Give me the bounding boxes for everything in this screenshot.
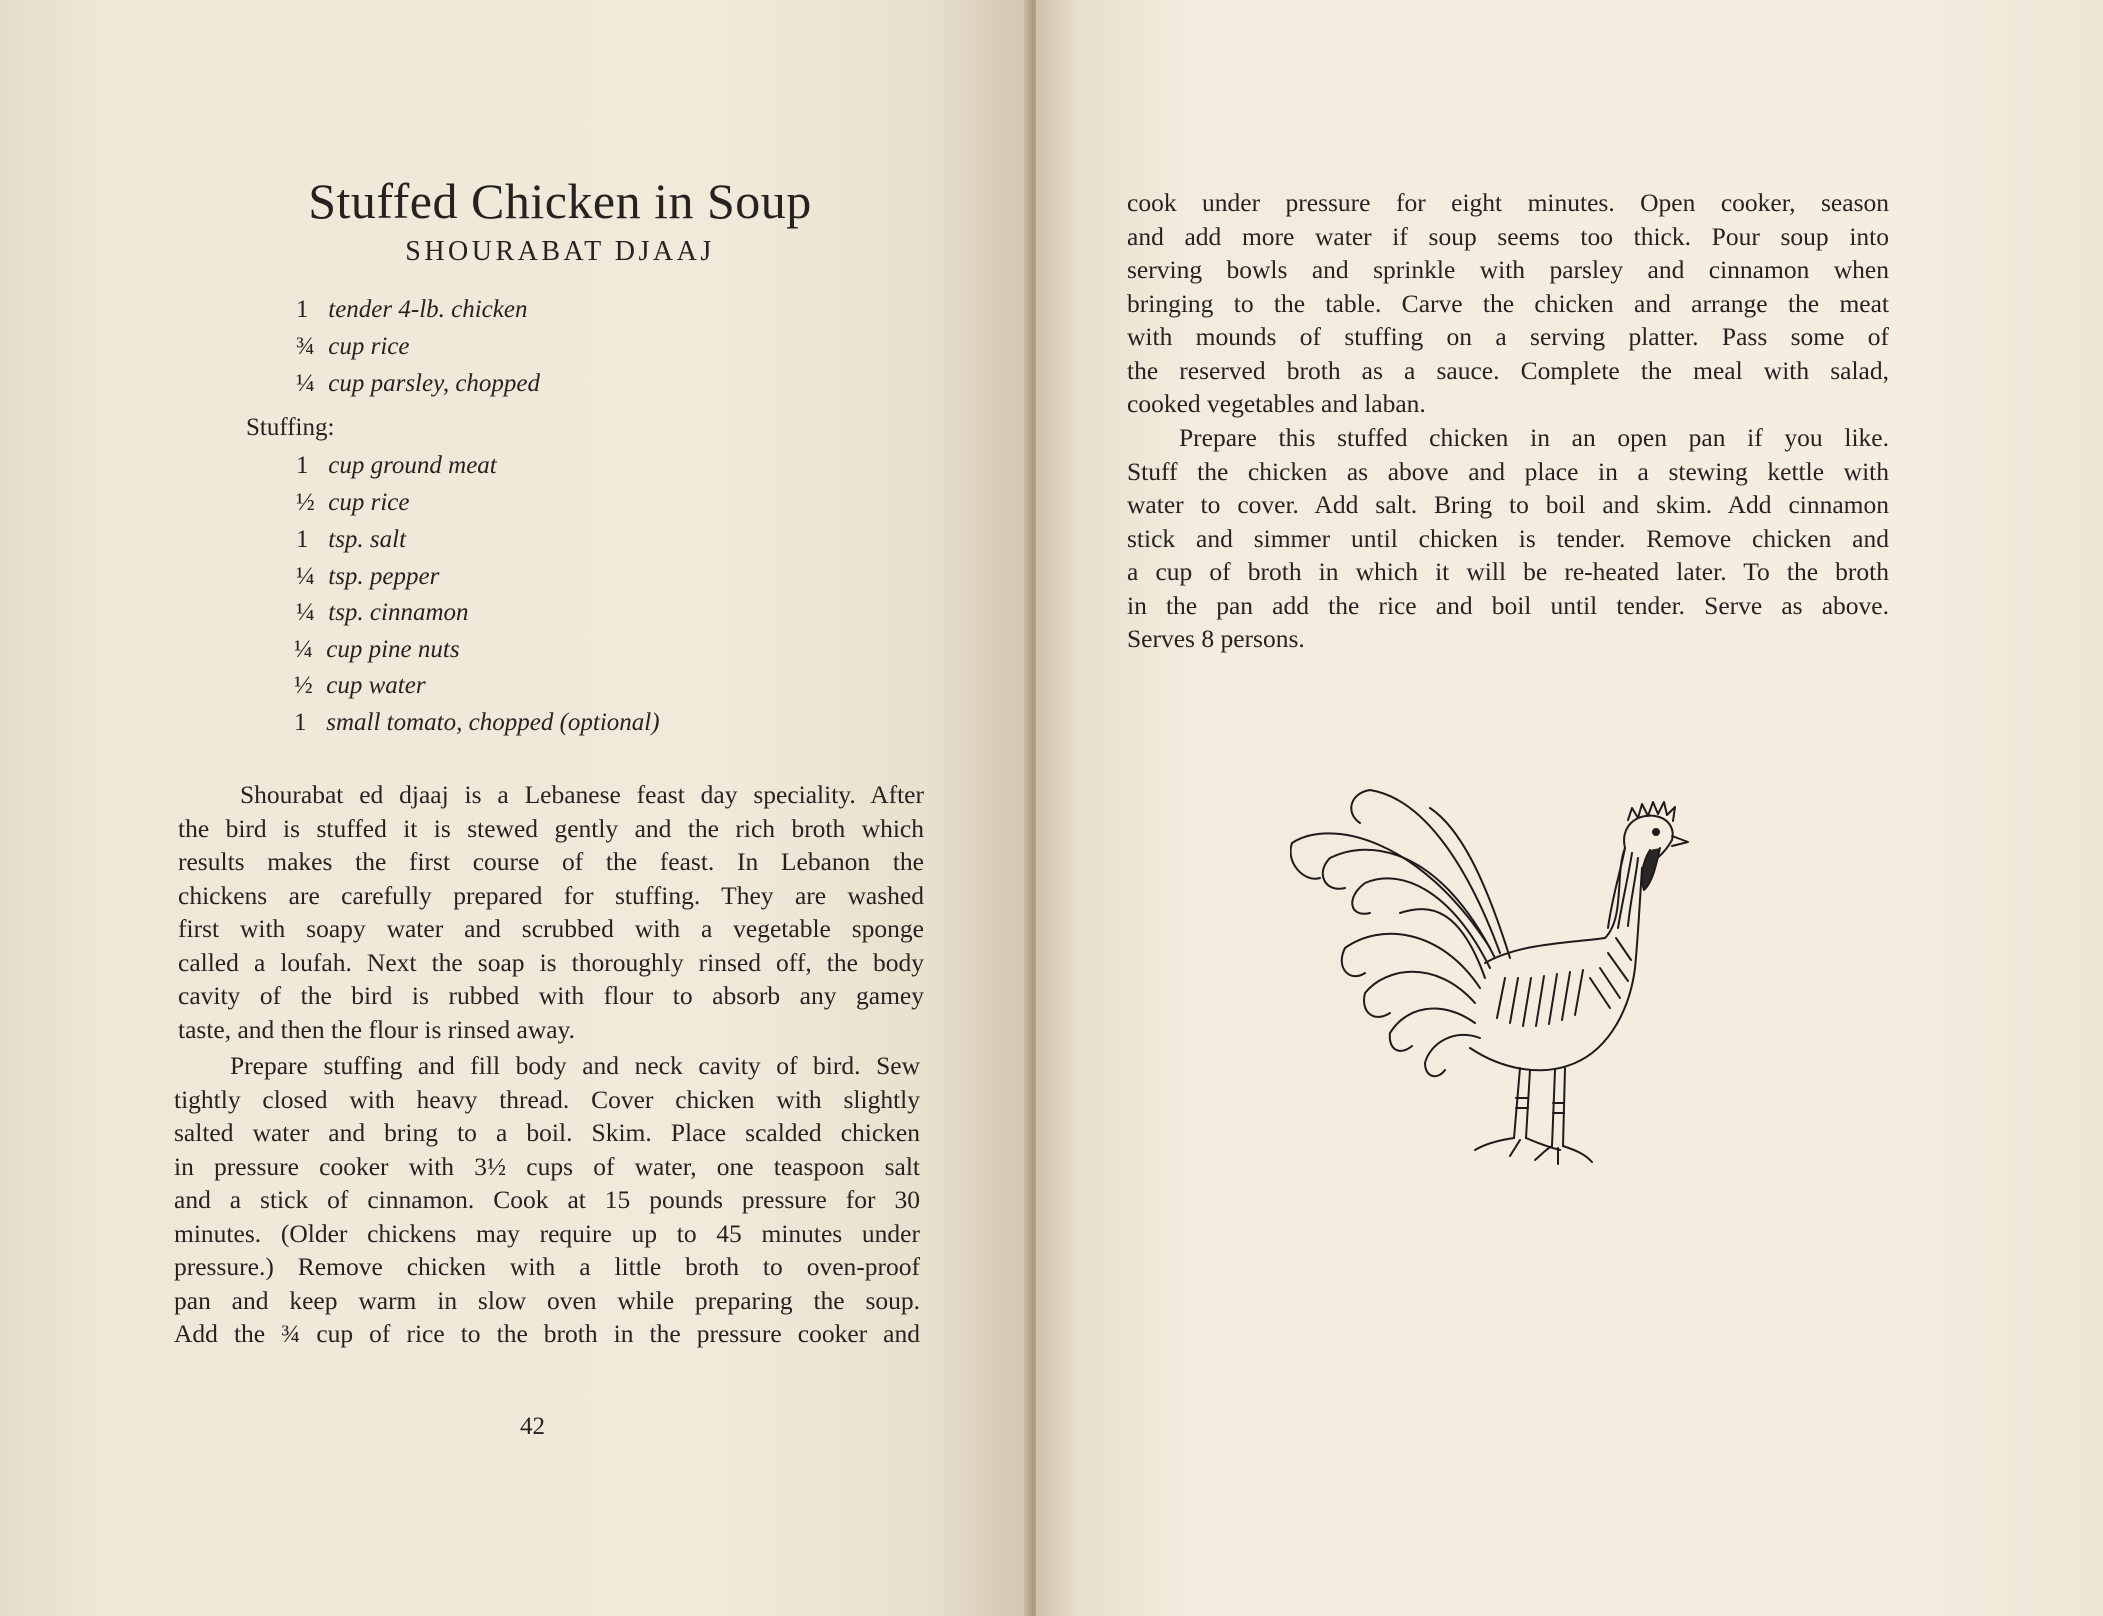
ingredient-item: ¼ cup parsley, chopped	[296, 370, 541, 397]
left-page	[0, 0, 1030, 1616]
stuffing-item: ½ cup water	[294, 672, 426, 699]
stuffing-item: ½ cup rice	[296, 489, 410, 516]
recipe-title: Stuffed Chicken in Soup	[308, 173, 812, 229]
continued-paragraph: cook under pressure for eight minutes. Open cooker, season and add more water if soup seems too thick. Pour soup into serving bowls and sprinkle with parsley and cinnamon when bringing to the table. Carve the chicken and arrange the meat with mounds of stuffing on a serving platter. Pass some of the reserved broth as a sauce. Complete the meal with salad, cooked vegetables and laban.	[1127, 188, 1889, 418]
page-number: 42	[520, 1413, 545, 1440]
stuffing-label: Stuffing:	[246, 414, 335, 441]
open-pan-paragraph: Prepare this stuffed chicken in an open pan if you like. Stuff the chicken as above and place in a stewing kettle with water to cover. Add salt. Bring to boil and skim. Add cinnamon stick and simmer until chicken is tender. Remove chicken and a cup of broth in which it will be re-heated later. To the broth in the pan add the rice and boil until tender. Serve as above. Serves 8 persons.	[1127, 423, 1889, 653]
ingredient-item: ¾ cup rice	[296, 333, 410, 360]
ingredient-item: 1 tender 4-lb. chicken	[296, 296, 528, 323]
stuffing-item: ¼ cup pine nuts	[294, 636, 460, 663]
stuffing-item: 1 tsp. salt	[296, 526, 407, 553]
stuffing-item: ¼ tsp. pepper	[296, 563, 440, 590]
intro-paragraph: Shourabat ed djaaj is a Lebanese feast day speciality. After the bird is stuffed it is stewed gently and the rich broth which results makes the first course of the feast. In Lebanon the chickens are carefully prepared for stuffing. They are washed first with soapy water and scrubbed with a vegetable sponge called a loufah. Next the soap is thoroughly rinsed off, the body cavity of the bird is rubbed with flour to absorb any gamey taste, and then the flour is rinsed away.	[178, 780, 924, 1044]
rooster-illustration	[1290, 778, 1690, 1188]
stuffing-item: ¼ tsp. cinnamon	[296, 599, 469, 626]
recipe-subtitle: SHOURABAT DJAAJ	[405, 236, 715, 267]
stuffing-item: 1 small tomato, chopped (optional)	[294, 709, 660, 736]
stuffing-item: 1 cup ground meat	[296, 452, 497, 479]
method-paragraph: Prepare stuffing and fill body and neck cavity of bird. Sew tightly closed with heavy thread. Cover chicken with slightly salted water and bring to a boil. Skim. Place scalded chicken in pressure cooker with 3½ cups of water, one teaspoon salt and a stick of cinnamon. Cook at 15 pounds pressure for 30 minutes. (Older chickens may require up to 45 minutes under pressure.) Remove chicken with a little broth to oven-proof pan and keep warm in slow oven while preparing the soup. Add the ¾ cup of rice to the broth in the pressure cooker and	[174, 1051, 920, 1348]
